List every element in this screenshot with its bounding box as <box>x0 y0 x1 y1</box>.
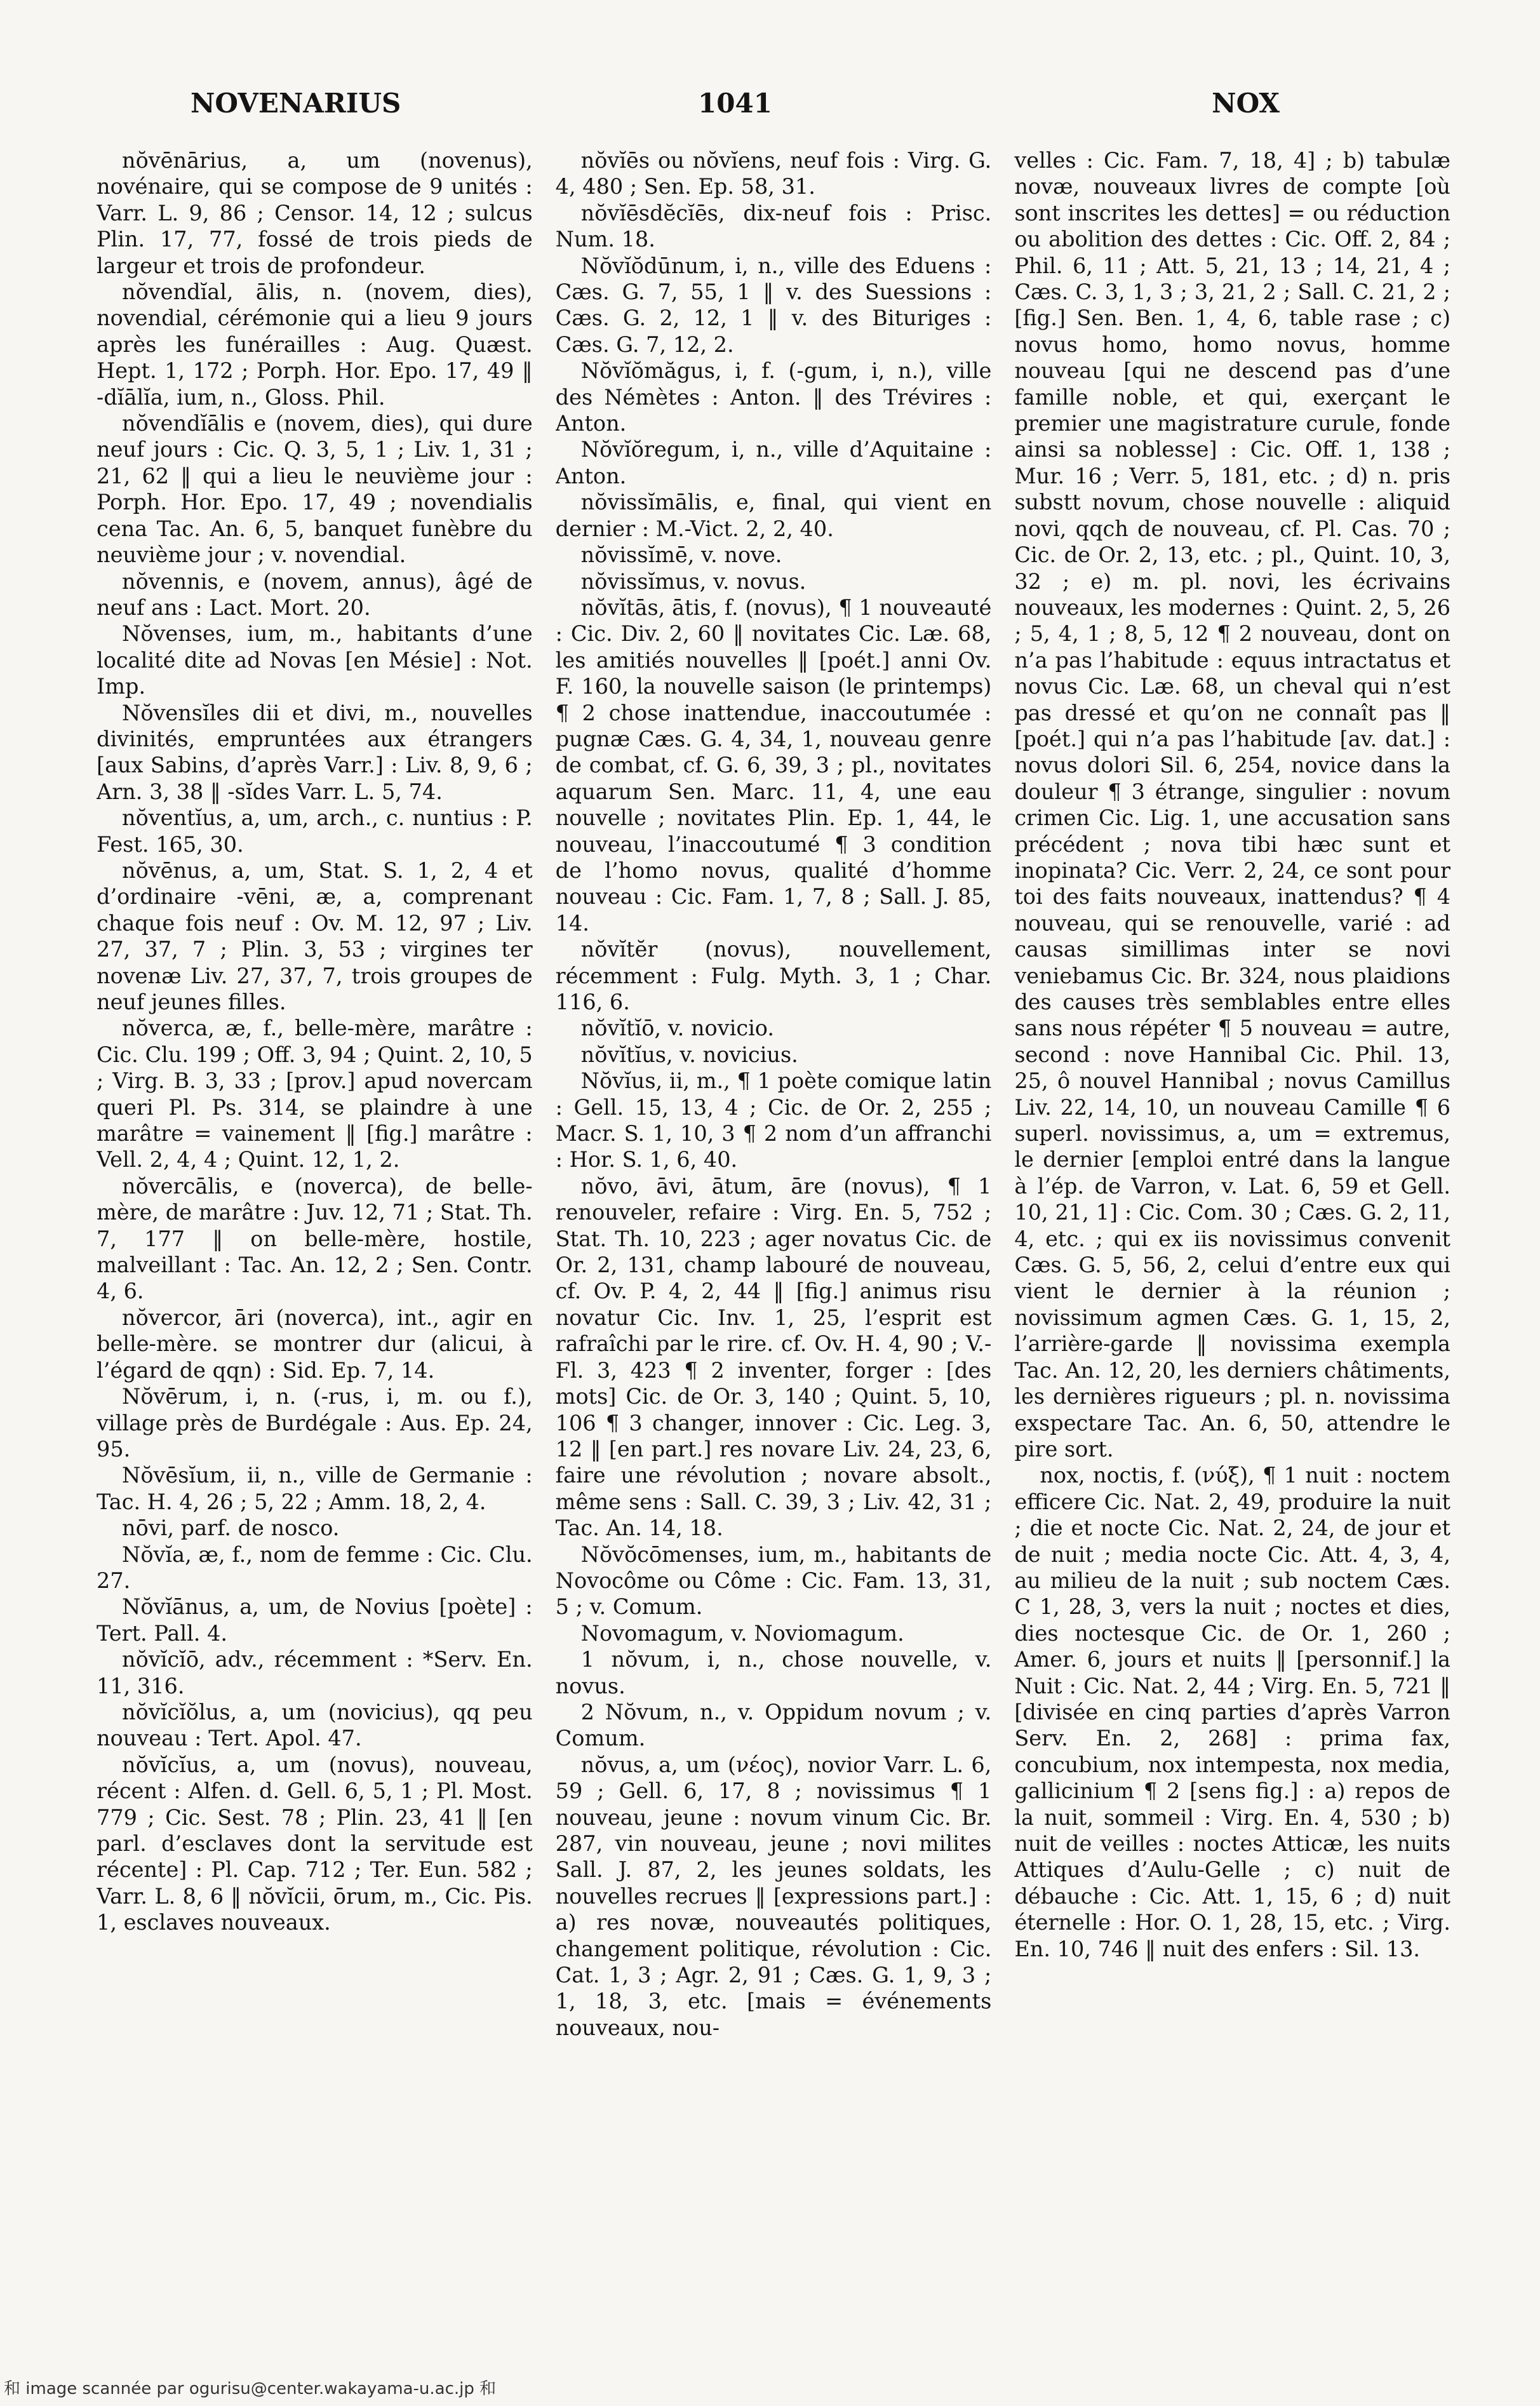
dictionary-entry: nŏvēnus, a, um, Stat. S. 1, 2, 4 et d’ordinaire -vēni, æ, a, comprenant chaque fois neuf : Ov. M. 12, 97 ; Liv. 27, 37, 7 ; Plin. 3, 53 ; virgines ter novenæ Liv. 27, 37, 7, trois groupes de neuf jeunes filles. <box>97 857 533 1014</box>
dictionary-entry: Nŏvĭus, ii, m., ¶ 1 poète comique latin : Gell. 15, 13, 4 ; Cic. de Or. 2, 255 ; Macr. S. 1, 10, 3 ¶ 2 nom d’un affranchi : Hor. S. 1, 6, 40. <box>555 1068 992 1173</box>
dictionary-entry: nŏverca, æ, f., belle-mère, marâtre : Cic. Clu. 199 ; Off. 3, 94 ; Quint. 2, 10, 5 ; Virg. B. 3, 33 ; [prov.] apud novercam queri Pl. Ps. 314, se plaindre à une marâtre = vainement ‖ [fig.] marâtre : Vell. 2, 4, 4 ; Quint. 12, 1, 2. <box>97 1016 533 1173</box>
dictionary-entry: nŏvissĭmē, v. nove. <box>580 542 782 568</box>
dictionary-entry: nŏvēnārius, a, um (novenus), novénaire, qui se compose de 9 unités : Varr. L. 9, 86 ; Censor. 14, 12 ; sulcus Plin. 17, 77, fossé de trois pieds de largeur et trois de profondeur. <box>97 148 533 278</box>
dictionary-entry: nŏvissĭmus, v. novus. <box>580 568 807 594</box>
dictionary-entry: Nŏvĭa, æ, f., nom de femme : Cic. Clu. 27. <box>97 1542 533 1593</box>
dictionary-entry: nŏvĭtās, ātis, f. (novus), ¶ 1 nouveauté : Cic. Div. 2, 60 ‖ novitates Cic. Læ. 68, les amitiés nouvelles ‖ [poét.] anni Ov. F. 160, la nouvelle saison (le printemps) ¶ 2 chose inattendue, inaccoutumée : pugnæ Cæs. G. 4, 34, 1, nouveau genre de combat, cf. G. 6, 39, 3 ; pl., novitates aquarum Sen. Marc. 11, 4, une eau nouvelle ; novitates Plin. Ep. 1, 44, le nouveau, l’inaccoutumé ¶ 3 condition de l’homo novus, qualité d’homme nouveau : Cic. Fam. 1, 7, 8 ; Sall. J. 85, 14. <box>555 595 992 936</box>
dictionary-entry: nŏvercor, āri (noverca), int., agir en belle-mère. se montrer dur (alicui, à l’égard de qqn) : Sid. Ep. 7, 14. <box>97 1305 533 1383</box>
dictionary-entry: velles : Cic. Fam. 7, 18, 4] ; b) tabulæ novæ, nouveaux livres de compte [où sont inscrites les dettes] = ou réduction ou abolition des dettes : Cic. Off. 2, 84 ; Phil. 6, 11 ; Att. 5, 21, 13 ; 14, 21, 4 ; Cæs. C. 3, 1, 3 ; 3, 21, 2 ; Sall. C. 21, 2 ; [fig.] Sen. Ben. 1, 4, 6, table rase ; c) novus homo, homo novus, homme nouveau [qui ne descend pas d’une famille noble, et qui, exerçant le premier une magistrature curule, fonde ainsi sa noblesse] : Cic. Off. 1, 138 ; Mur. 16 ; Verr. 5, 181, etc. ; d) n. pris substt novum, chose nouvelle : aliquid novi, qqch de nouveau, cf. Pl. Cas. 70 ; Cic. de Or. 2, 13, etc. ; pl., Quint. 10, 3, 32 ; e) m. pl. novi, les écrivains nouveaux, les modernes : Quint. 2, 5, 26 ; 5, 4, 1 ; 8, 5, 12 ¶ 2 nouveau, dont on n’a pas l’habitude : equus intractatus et novus Cic. Læ. 68, un cheval qui n’est pas dressé et qu’on ne connaît pas ‖ [poét.] qui n’a pas l’habitude [av. dat.] : novus dolori Sil. 6, 254, novice dans la douleur ¶ 3 étrange, singulier : novum crimen Cic. Lig. 1, une accusation sans précédent ; nova tibi hæc sunt et inopinata? Cic. Verr. 2, 24, ce sont pour toi des faits nouveaux, inattendus? ¶ 4 nouveau, qui se renouvelle, varié : ad causas simillimas inter se novi veniebamus Cic. Br. 324, nous plaidions des causes très semblables entre elles sans nous répéter ¶ 5 nouveau = autre, second : nove Hannibal Cic. Phil. 13, 25, ô nouvel Hannibal ; novus Camillus Liv. 22, 14, 10, un nouveau Camille ¶ 6 superl. novissimus, a, um = extremus, le dernier [emploi entré dans la langue à l’ép. de Varron, v. Lat. 6, 59 et Gell. 10, 21, 1] : Cic. Com. 30 ; Cæs. G. 2, 11, 4, etc. ; qui ex iis novissimus convenit Cæs. G. 5, 56, 2, celui d’entre eux qui vient le dernier à la réunion ; novissimum agmen Cæs. G. 1, 15, 2, l’arrière-garde ‖ novissima exempla Tac. An. 12, 20, les derniers châtiments, les dernières rigueurs ; pl. n. novissima exspectare Tac. An. 6, 50, attendre le pire sort. <box>1014 148 1450 1462</box>
dictionary-entry: 2 Nŏvum, n., v. Oppidum novum ; v. Comum. <box>555 1699 992 1751</box>
column-1 <box>97 147 533 2301</box>
dictionary-entry: Novomagum, v. Noviomagum. <box>580 1620 904 1646</box>
dictionary-entry: Nŏvērum, i, n. (-rus, i, m. ou f.), village près de Burdégale : Aus. Ep. 24, 95. <box>97 1384 533 1462</box>
column-2 <box>556 147 992 2301</box>
dictionary-entry: Nŏvensĭles dii et divi, m., nouvelles divinités, empruntées aux étrangers [aux Sabins, d’après Varr.] : Liv. 8, 9, 6 ; Arn. 3, 38 ‖ -sĭdes Varr. L. 5, 74. <box>97 700 533 804</box>
dictionary-entry: nŏvĭcĭō, adv., récemment : *Serv. En. 11, 316. <box>97 1647 533 1698</box>
dictionary-entry: nŏvĭtĭō, v. novicio. <box>580 1016 775 1041</box>
dictionary-entry: nŏvennis, e (novem, annus), âgé de neuf ans : Lact. Mort. 20. <box>97 568 533 620</box>
scan-credit: 和 image scannée par ogurisu@center.wakayama-u.ac.jp 和 <box>4 2379 497 2398</box>
dictionary-entry: 1 nŏvum, i, n., chose nouvelle, v. novus. <box>555 1647 992 1698</box>
dictionary-entry: nŏvendĭālis e (novem, dies), qui dure neuf jours : Cic. Q. 3, 5, 1 ; Liv. 1, 31 ; 21, 62 ‖ qui a lieu le neuvième jour : Porph. Hor. Epo. 17, 49 ; novendialis cena Tac. An. 6, 5, banquet funèbre du neuvième jour ; v. novendial. <box>97 411 533 568</box>
dictionary-entry: nŏvendĭal, ālis, n. (novem, dies), novendial, cérémonie qui a lieu 9 jours après les funérailles : Aug. Quæst. Hept. 1, 172 ; Porph. Hor. Epo. 17, 49 ‖ -dĭālĭa, ium, n., Gloss. Phil. <box>97 279 533 410</box>
dictionary-entry: Nŏvĭŏdūnum, i, n., ville des Eduens : Cæs. G. 7, 55, 1 ‖ v. des Suessions : Cæs. G. 2, 12, 1 ‖ v. des Bituriges : Cæs. G. 7, 12, 2. <box>555 253 992 357</box>
dictionary-entry: nŏvĭtĕr (novus), nouvellement, récemment : Fulg. Myth. 3, 1 ; Char. 116, 6. <box>555 937 992 1014</box>
dictionary-entry: Nŏvŏcōmenses, ium, m., habitants de Novocôme ou Côme : Cic. Fam. 13, 31, 5 ; v. Comum. <box>555 1542 992 1620</box>
dictionary-entry: nox, noctis, f. (νύξ), ¶ 1 nuit : noctem efficere Cic. Nat. 2, 49, produire la nuit ; die et nocte Cic. Nat. 2, 24, de jour et de nuit ; media nocte Cic. Att. 4, 3, 4, au milieu de la nuit ; sub noctem Cæs. C 1, 28, 3, vers la nuit ; noctes et dies, dies noctesque Cic. de Or. 1, 260 ; Amer. 6, jours et nuits ‖ [personnif.] la Nuit : Cic. Nat. 2, 44 ; Virg. En. 5, 721 ‖ [divisée en cinq parties d’après Varron Serv. En. 2, 268] : prima fax, concubium, nox intempesta, nox media, gallicinium ¶ 2 [sens fig.] : a) repos de la nuit, sommeil : Virg. En. 4, 530 ; b) nuit de veilles : noctes Atticæ, les nuits Attiques d’Aulu-Gelle ; c) nuit de débauche : Cic. Att. 1, 15, 6 ; d) nuit éternelle : Hor. O. 1, 28, 15, etc. ; Virg. En. 10, 746 ‖ nuit des enfers : Sil. 13. <box>1014 1463 1450 1961</box>
dictionary-entry: Nŏvĭŏregum, i, n., ville d’Aquitaine : Anton. <box>555 437 992 488</box>
dictionary-entry: nŏvĭēs ou nŏvĭens, neuf fois : Virg. G. 4, 480 ; Sen. Ep. 58, 31. <box>555 148 992 199</box>
dictionary-columns <box>97 147 1450 2301</box>
dictionary-entry: nŏvĭcĭŏlus, a, um (novicius), qq peu nouveau : Tert. Apol. 47. <box>97 1699 533 1751</box>
page-header <box>191 81 1280 132</box>
dictionary-entry: nŏvĭcĭus, a, um (novus), nouveau, récent : Alfen. d. Gell. 6, 5, 1 ; Pl. Most. 779 ; Cic. Sest. 78 ; Plin. 23, 41 ‖ [en parl. d’esclaves dont la servitude est récente] : Pl. Cap. 712 ; Ter. Eun. 582 ; Varr. L. 8, 6 ‖ nŏvĭcii, ōrum, m., Cic. Pis. 1, esclaves nouveaux. <box>97 1752 533 1935</box>
dictionary-entry: nŏvissĭmālis, e, final, qui vient en dernier : M.-Vict. 2, 2, 40. <box>555 490 992 541</box>
dictionary-entry: nŏvĭēsdĕcĭēs, dix-neuf fois : Prisc. Num. 18. <box>555 200 992 252</box>
column-3 <box>1014 147 1450 2301</box>
running-head-right: NOX <box>1212 88 1280 119</box>
dictionary-entry: nōvi, parf. de nosco. <box>122 1516 340 1541</box>
dictionary-entry: nŏvercālis, e (noverca), de belle-mère, de marâtre : Juv. 12, 71 ; Stat. Th. 7, 177 ‖ on belle-mère, hostile, malveillant : Tac. An. 12, 2 ; Sen. Contr. 4, 6. <box>97 1173 533 1304</box>
dictionary-entry: Nŏvenses, ium, m., habitants d’une localité dite ad Novas [en Mésie] : Not. Imp. <box>97 621 533 699</box>
dictionary-entry: nŏventĭus, a, um, arch., c. nuntius : P. Fest. 165, 30. <box>97 805 533 857</box>
dictionary-entry: Nŏvēsĭum, ii, n., ville de Germanie : Tac. H. 4, 26 ; 5, 22 ; Amm. 18, 2, 4. <box>97 1463 533 1514</box>
dictionary-entry: nŏvĭtĭus, v. novicius. <box>580 1042 798 1067</box>
dictionary-entry: Nŏvĭŏmăgus, i, f. (-gum, i, n.), ville des Némètes : Anton. ‖ des Trévires : Anton. <box>555 358 992 436</box>
dictionary-entry: nŏvo, āvi, ātum, āre (novus), ¶ 1 renouveler, refaire : Virg. En. 5, 752 ; Stat. Th. 10, 223 ; ager novatus Cic. de Or. 2, 131, champ labouré de nouveau, cf. Ov. P. 4, 2, 44 ‖ [fig.] animus risu novatur Cic. Inv. 1, 25, l’esprit est rafraîchi par le rire. cf. Ov. H. 4, 90 ; V.-Fl. 3, 423 ¶ 2 inventer, forger : [des mots] Cic. de Or. 3, 140 ; Quint. 5, 10, 106 ¶ 3 changer, innover : Cic. Leg. 3, 12 ‖ [en part.] res novare Liv. 24, 23, 6, faire une révolution ; novare absolt., même sens : Sall. C. 39, 3 ; Liv. 42, 31 ; Tac. An. 14, 18. <box>555 1173 992 1541</box>
running-head-left: NOVENARIUS <box>191 88 401 119</box>
page-number: 1041 <box>698 88 772 119</box>
dictionary-entry: Nŏvĭānus, a, um, de Novius [poète] : Tert. Pall. 4. <box>97 1594 533 1646</box>
dictionary-entry: nŏvus, a, um (νέος), novior Varr. L. 6, 59 ; Gell. 6, 17, 8 ; novissimus ¶ 1 nouveau, jeune : novum vinum Cic. Br. 287, vin nouveau, jeune ; novi milites Sall. J. 87, 2, les jeunes soldats, les nouvelles recrues ‖ [expressions part.] : a) res novæ, nouveautés politiques, changement politique, révolution : Cic. Cat. 1, 3 ; Agr. 2, 91 ; Cæs. G. 1, 9, 3 ; 1, 18, 3, etc. [mais = événements nouveaux, nou- <box>555 1752 992 2040</box>
